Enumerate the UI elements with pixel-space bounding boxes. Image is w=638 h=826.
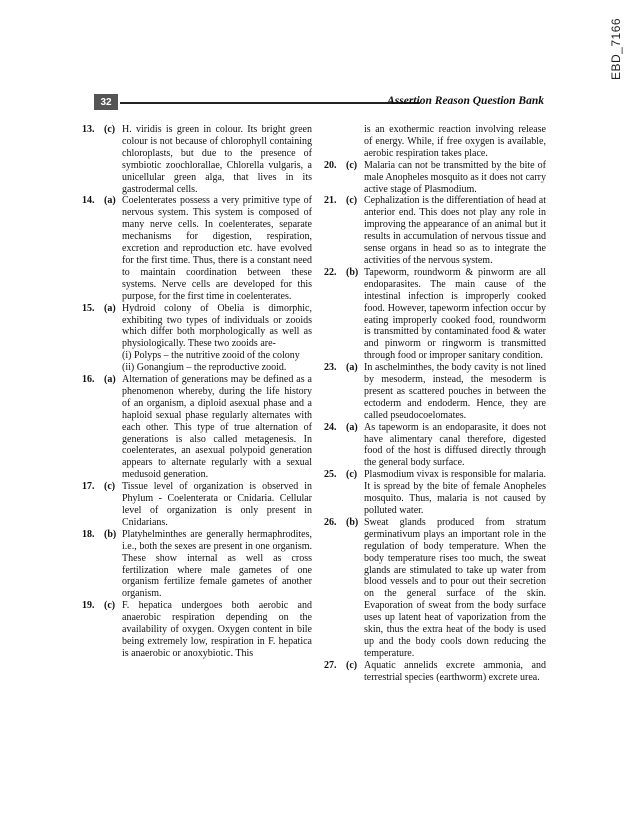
answer-item	[324, 195, 546, 266]
explanation-text	[364, 195, 546, 266]
answer-option: (c)	[104, 600, 116, 612]
explanation-line: Cephalization is the differentiation of head at anterior end. This does not play any role in improving the appearance of an animal but it results in accumulation of nervous tissue and sense organs in head so as to integrate the activities of the nervous system.	[364, 195, 546, 266]
running-title: Assertion Reason Question Bank	[387, 95, 544, 107]
explanation-text	[364, 362, 546, 422]
explanation-text	[122, 481, 312, 529]
explanation-text	[364, 517, 546, 660]
explanation-line: Coelenterates possess a very primitive type of nervous system. This system is composed of many nerve cells. In coelenterates, separate mechanisms for digestion, respiration, excretion and reproduction etc. have evolved for the first time. Thus, there is a constant need to maintain coordination between these systems. Nerve cells are developed for this purpose, for the first time in coelenterates.	[122, 195, 312, 302]
question-number: 13.	[82, 124, 95, 135]
right-column	[324, 124, 546, 684]
question-number: 18.	[82, 528, 95, 540]
explanation-line: Malaria can not be transmitted by the bite of male Anopheles mosquito as it does not carry active stage of Plasmodium.	[364, 159, 546, 195]
page-header	[94, 92, 544, 114]
explanation-line: Tissue level of organization is observed in Phylum - Coelenterata or Cnidaria. Cellular level of organization is only present in Cnidarians.	[122, 481, 312, 528]
answer-option: (b)	[346, 516, 359, 528]
question-number: 17.	[82, 481, 95, 493]
answer-option: (c)	[104, 481, 116, 493]
explanation-text	[364, 160, 546, 196]
answer-item	[324, 362, 546, 422]
explanation-line: (i) Polyps – the nutritive zooid of the colony	[122, 350, 300, 362]
explanation-text	[324, 124, 546, 160]
question-number: 23.	[324, 362, 337, 374]
explanation-text	[364, 660, 546, 684]
answer-item	[82, 481, 312, 529]
answer-item	[82, 195, 312, 302]
answer-option: (b)	[346, 266, 359, 278]
explanation-text	[364, 422, 546, 470]
explanation-text	[122, 195, 312, 302]
question-number: 24.	[324, 421, 337, 433]
answer-item	[82, 124, 312, 195]
explanation-line: Alternation of generations may be defined as a phenomenon whereby, during the life history of an organism, a diploid asexual phase and a haploid sexual phase regularly alternates with each other. This type of true alternation of generations is also called metagenesis. In coelenterates, an asexual polypoid generation appears to alternate regularly with a sexual medusoid generation.	[122, 374, 312, 481]
answer-item	[324, 660, 546, 684]
answer-option: (a)	[346, 362, 358, 374]
answer-item	[324, 160, 546, 196]
answer-item	[324, 267, 546, 362]
answer-item	[324, 517, 546, 660]
answer-option: (c)	[346, 659, 358, 671]
answer-option: (a)	[104, 374, 116, 386]
question-number: 15.	[82, 302, 95, 314]
explanation-line: Plasmodium vivax is responsible for malaria. It is spread by the bite of female Anopheles mosquito. Thus, malaria is not caused by polluted water.	[364, 469, 546, 516]
question-number: 19.	[82, 600, 95, 612]
question-number: 14.	[82, 195, 95, 207]
answer-item	[82, 529, 312, 600]
question-number: 20.	[324, 159, 337, 171]
answer-option: (c)	[346, 159, 358, 171]
explanation-line: Sweat glands produced from stratum germinativum plays an important role in the regulation of body temperature. When the body temperature rises too much, the sweat glands are stimulated to take up water from blood vessels and to pour out their secretion on the general surface of the skin. Evaporation of sweat from the body surface uses up latent heat of vaporization from the skin, thus the extra heat of the body is used up and the body cools down reducing the temperature.	[364, 516, 546, 659]
answer-option: (c)	[346, 195, 358, 207]
explanation-line: Platyhelminthes are generally hermaphrodites, i.e., both the sexes are present in one organism. These show internal as well as cross fertilization where male gametes of one organism fertilize female gametes of another organism.	[122, 528, 312, 600]
explanation-line: is an exothermic reaction involving release of energy. While, if free oxygen is available, aerobic respiration takes place.	[364, 124, 546, 159]
explanation-line: In aschelminthes, the body cavity is not lined by mesoderm, instead, the mesoderm is present as scattered pouches in between the ectoderm and endoderm. Hence, they are called pseudocoelomates.	[364, 362, 546, 421]
answer-option: (a)	[104, 195, 116, 207]
question-number: 26.	[324, 516, 337, 528]
answer-item	[82, 374, 312, 481]
answer-item	[82, 600, 312, 660]
question-number: 21.	[324, 195, 337, 207]
explanation-text	[364, 267, 546, 362]
explanation-text	[122, 303, 312, 374]
explanation-line: Aquatic annelids excrete ammonia, and terrestrial species (earthworm) excrete urea.	[364, 659, 546, 683]
answer-item	[82, 303, 312, 374]
explanation-line: H. viridis is green in colour. Its bright green colour is not because of chlorophyll containing chloroplasts, but due to the presence of symbiotic zoochlorallae, Chlorella vulgaris, a unicellular green alga, that lives in its gastrodermal cells.	[122, 124, 312, 195]
explanation-line: Tapeworm, roundworm & pinworm are all endoparasites. The main cause of the intestinal infection is improperly cooked food. However, tapeworm infection occur by eating improperly cooked food, roundworm is transmitted by contaminated food & water and pinworm or ringworm is transmitted through food or improper sanitary condition.	[364, 266, 546, 362]
answer-option: (b)	[104, 528, 117, 540]
explanation-line: F. hepatica undergoes both aerobic and anaerobic respiration depending on the availability of oxygen. Oxygen content in bile being extremely low, respiration in F. hepatica is anaerobic or anoxybiotic. This	[122, 600, 312, 659]
answer-item	[324, 422, 546, 470]
question-number: 16.	[82, 374, 95, 386]
explanation-text	[364, 469, 546, 517]
answer-option: (a)	[346, 421, 358, 433]
question-number: 22.	[324, 266, 337, 278]
answer-item	[324, 124, 546, 160]
answer-option: (c)	[104, 124, 116, 135]
answer-option: (c)	[346, 469, 358, 481]
explanation-text	[122, 374, 312, 481]
explanation-line: As tapeworm is an endoparasite, it does not have alimentary canal therefore, digested food of the host is diffused directly through the general body surface.	[364, 421, 546, 469]
book-code: EBD_7166	[609, 17, 623, 81]
header-rule	[120, 102, 420, 104]
page-number: 32	[94, 94, 118, 110]
explanation-line: (ii) Gonangium – the reproductive zooid.	[122, 362, 287, 374]
explanation-text	[122, 529, 312, 600]
left-column	[82, 124, 312, 660]
question-number: 25.	[324, 469, 337, 481]
explanation-text	[122, 124, 312, 195]
explanation-text	[122, 600, 312, 660]
explanation-line: Hydroid colony of Obelia is dimorphic, exhibiting two types of individuals or zooids which differ both morphologically as well as physiologically. These two zooids are-	[122, 302, 312, 350]
answer-option: (a)	[104, 302, 116, 314]
question-number: 27.	[324, 659, 337, 671]
answer-item	[324, 469, 546, 517]
